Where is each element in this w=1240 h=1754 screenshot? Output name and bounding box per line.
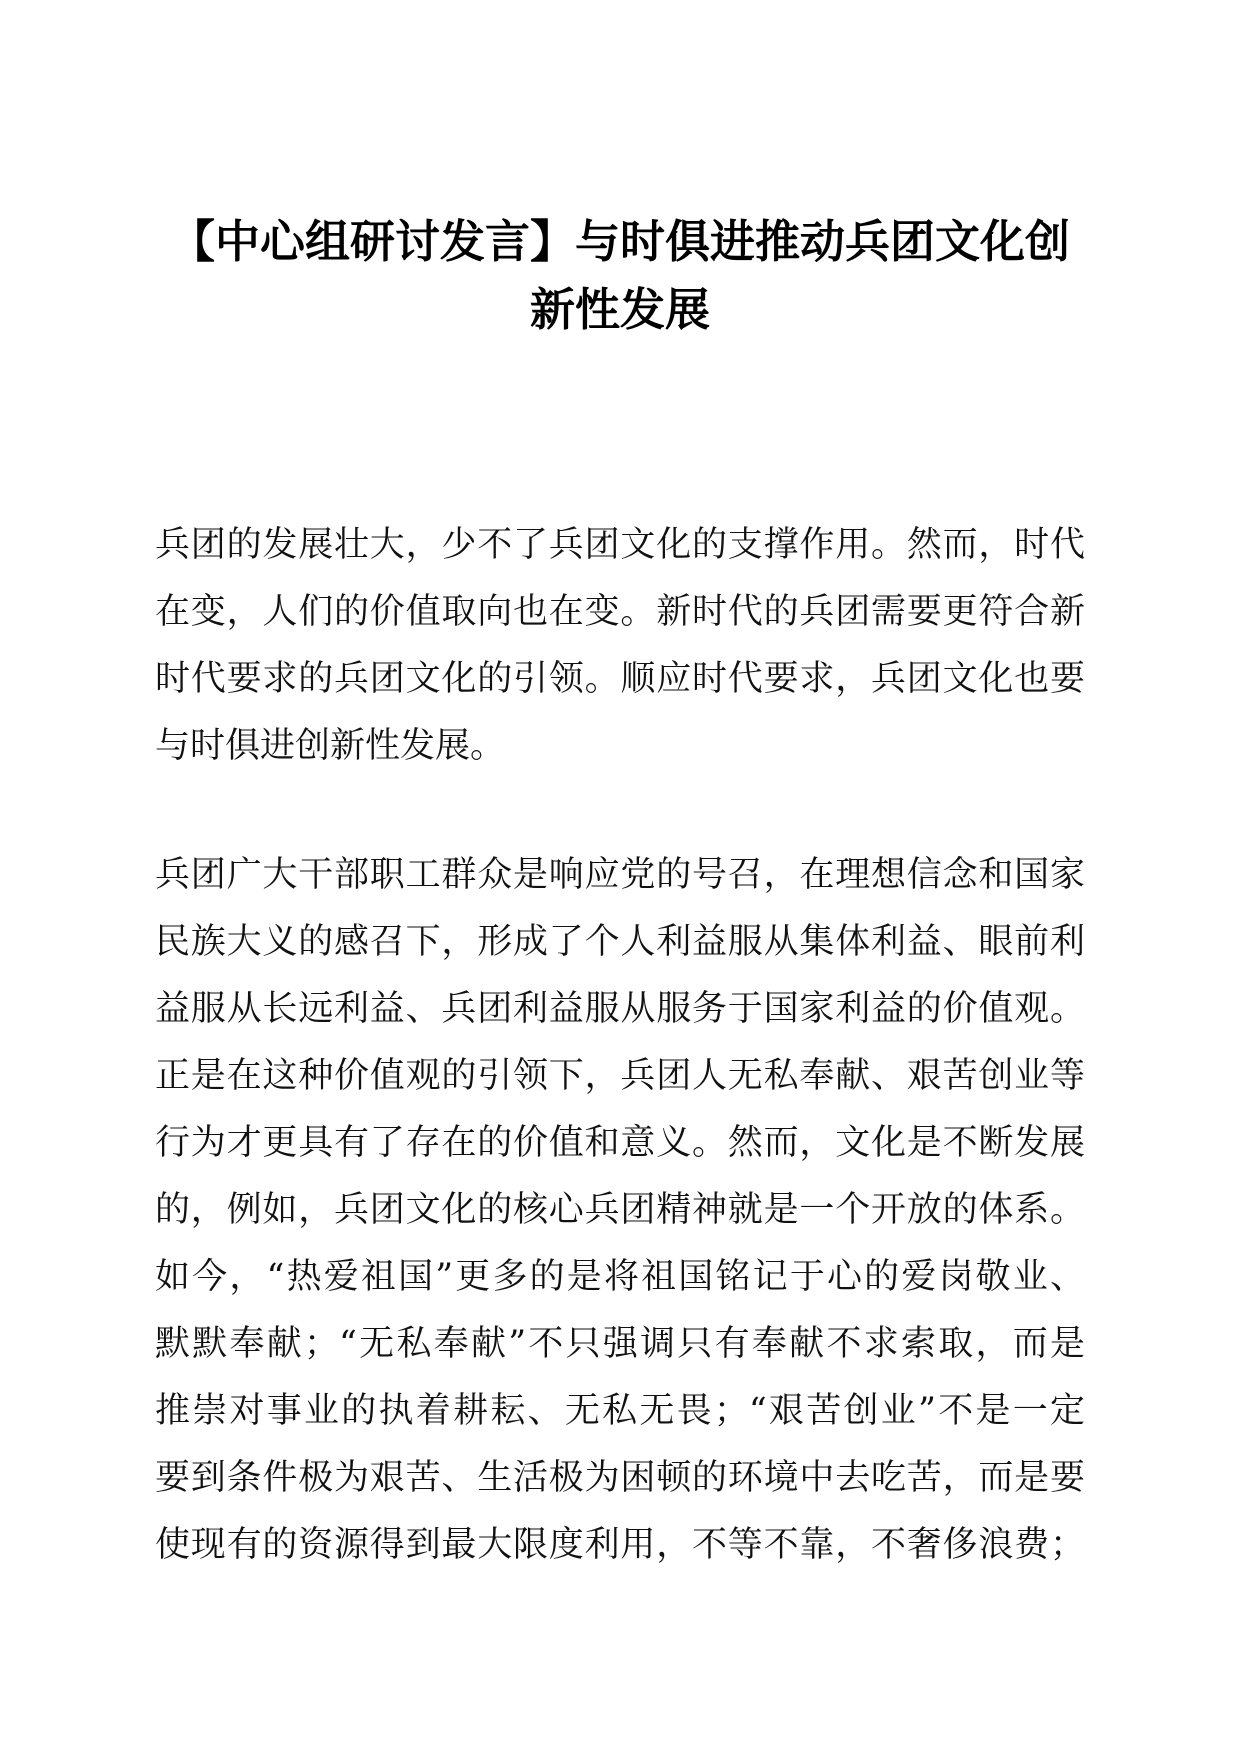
title-line: 【中心组研讨发言】与时俱进推动兵团文化创 — [169, 215, 1070, 268]
text-line: 正是在这种价值观的引领下，兵团人无私奉献、艰苦创业等 — [155, 1056, 1085, 1096]
paragraph-2 — [155, 842, 1085, 1579]
title-line: 新性发展 — [529, 283, 710, 336]
text-line: 时代要求的兵团文化的引领。顺应时代要求，兵团文化也要 — [155, 659, 1085, 699]
text-line: 行为才更具有了存在的价值和意义。然而，文化是不断发展 — [155, 1123, 1085, 1163]
paragraph-1 — [155, 512, 1085, 780]
text-line: 民族大义的感召下，形成了个人利益服从集体利益、眼前利 — [155, 922, 1085, 962]
text-line: 与时俱进创新性发展。 — [155, 726, 506, 766]
text-line: 益服从长远利益、兵团利益服从服务于国家利益的价值观。 — [155, 989, 1085, 1029]
text-line: 推崇对事业的执着耕耘、无私无畏；“艰苦创业”不是一定 — [155, 1391, 1085, 1431]
text-line: 兵团的发展壮大，少不了兵团文化的支撑作用。然而，时代 — [155, 525, 1085, 565]
document-title — [150, 208, 1090, 344]
text-line: 兵团广大干部职工群众是响应党的号召，在理想信念和国家 — [155, 855, 1085, 895]
text-line: 默默奉献；“无私奉献”不只强调只有奉献不求索取，而是 — [155, 1324, 1085, 1364]
text-line: 在变，人们的价值取向也在变。新时代的兵团需要更符合新 — [155, 592, 1085, 632]
text-line: 要到条件极为艰苦、生活极为困顿的环境中去吃苦，而是要 — [155, 1458, 1085, 1498]
text-line: 使现有的资源得到最大限度利用，不等不靠，不奢侈浪费； — [155, 1525, 1085, 1565]
text-line: 如今，“热爱祖国”更多的是将祖国铭记于心的爱岗敬业、 — [155, 1257, 1085, 1297]
text-line: 的，例如，兵团文化的核心兵团精神就是一个开放的体系。 — [155, 1190, 1085, 1230]
